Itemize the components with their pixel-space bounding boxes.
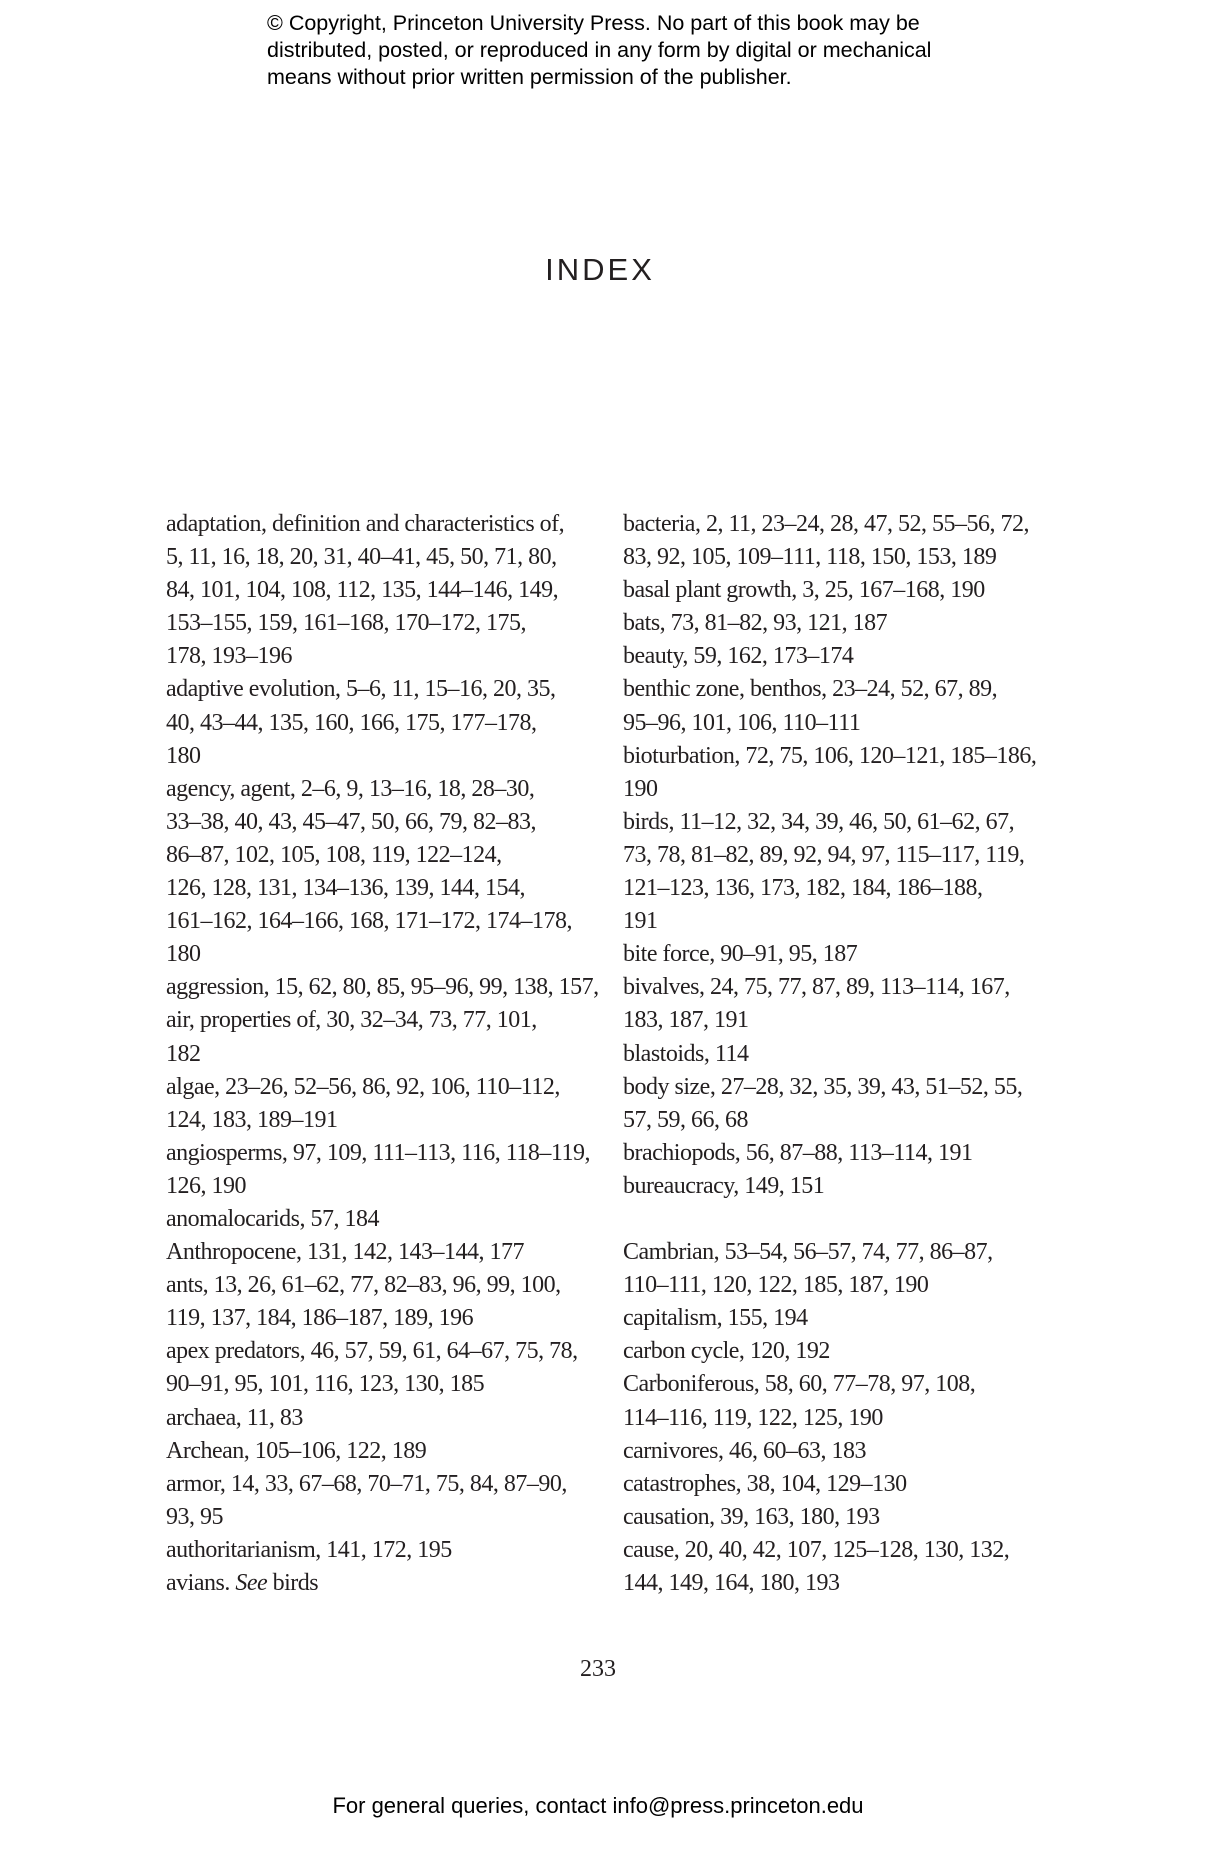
index-column-left [166, 508, 599, 1600]
index-entry [623, 1501, 1053, 1534]
index-entry [623, 1236, 1053, 1302]
copyright-line: © Copyright, Princeton University Press. No part of this book may be [267, 11, 920, 35]
index-entry [166, 1468, 596, 1534]
index-entry [623, 1368, 1053, 1434]
index-entry [623, 1038, 1053, 1071]
index-entry [623, 740, 1053, 806]
entry-line: carbon cycle, 120, 192 [623, 1338, 830, 1365]
entry-line: benthic zone, benthos, 23–24, 52, 67, 89, [623, 676, 998, 703]
entry-line: armor, 14, 33, 67–68, 70–71, 75, 84, 87–90, [166, 1470, 567, 1497]
entry-line: 5, 11, 16, 18, 20, 31, 40–41, 45, 50, 71, 80, [166, 544, 557, 571]
entry-line: causation, 39, 163, 180, 193 [623, 1503, 880, 1530]
entry-line: 95–96, 101, 106, 110–111 [623, 709, 861, 736]
entry-line: Carboniferous, 58, 60, 77–78, 97, 108, [623, 1371, 976, 1398]
entry-line: 183, 187, 191 [623, 1007, 749, 1034]
entry-line: 40, 43–44, 135, 160, 166, 175, 177–178, [166, 709, 537, 736]
index-entry [166, 508, 596, 673]
index-entry [166, 1567, 596, 1600]
copyright-notice [267, 10, 1027, 91]
entry-line: blastoids, 114 [623, 1040, 749, 1067]
index-entry [166, 1203, 596, 1236]
index-entry [166, 971, 599, 1004]
entry-line: bureaucracy, 149, 151 [623, 1172, 825, 1199]
entry-line: 57, 59, 66, 68 [623, 1106, 748, 1133]
entry-line: birds, 11–12, 32, 34, 39, 46, 50, 61–62, 67, [623, 808, 1015, 835]
page-number: 233 [580, 1656, 616, 1682]
entry-line: algae, 23–26, 52–56, 86, 92, 106, 110–112, [166, 1073, 560, 1100]
index-entry [166, 773, 596, 972]
entry-line: carnivores, 46, 60–63, 183 [623, 1437, 866, 1464]
index-entry [623, 607, 1053, 640]
entry-line: anomalocarids, 57, 184 [166, 1205, 379, 1232]
entry-line: 73, 78, 81–82, 89, 92, 94, 97, 115–117, 119, [623, 841, 1025, 868]
entry-line: authoritarianism, 141, 172, 195 [166, 1536, 452, 1563]
entry-line: adaptation, definition and characteristics of, [166, 511, 565, 537]
index-column-right [623, 508, 1053, 1600]
right-entry-list-b [623, 508, 1053, 1203]
index-entry [166, 1435, 596, 1468]
entry-line: 121–123, 136, 173, 182, 184, 186–188, [623, 875, 983, 902]
entry-line: agency, agent, 2–6, 9, 13–16, 18, 28–30, [166, 775, 535, 802]
entry-line: brachiopods, 56, 87–88, 113–114, 191 [623, 1139, 973, 1166]
footer-contact: For general queries, contact info@press.princeton.edu [332, 1793, 864, 1818]
left-entry-list [166, 508, 599, 1567]
entry-line: 182 [166, 1040, 201, 1067]
entry-line: 114–116, 119, 122, 125, 190 [623, 1404, 883, 1431]
letter-group-gap [623, 1203, 1053, 1236]
index-entry [166, 1004, 596, 1070]
index-entry [623, 673, 1053, 739]
entry-line [166, 1567, 596, 1600]
entry-line: 191 [623, 908, 658, 935]
entry-line: beauty, 59, 162, 173–174 [623, 643, 854, 670]
index-entry [623, 806, 1053, 938]
entry-line: 110–111, 120, 122, 185, 187, 190 [623, 1272, 929, 1299]
entry-line: Cambrian, 53–54, 56–57, 74, 77, 86–87, [623, 1239, 993, 1266]
entry-line: adaptive evolution, 5–6, 11, 15–16, 20, 35, [166, 676, 556, 703]
index-entry [623, 1170, 1053, 1203]
entry-line: basal plant growth, 3, 25, 167–168, 190 [623, 577, 985, 604]
index-entry [166, 1269, 596, 1335]
index-entry [623, 1534, 1053, 1600]
see-target: birds [272, 1570, 319, 1596]
index-entry [623, 1071, 1053, 1137]
index-entry [166, 1236, 596, 1269]
entry-line: 180 [166, 742, 201, 769]
index-entry [623, 508, 1053, 574]
index-entry [623, 1335, 1053, 1368]
entry-line: 83, 92, 105, 109–111, 118, 150, 153, 189 [623, 544, 997, 571]
entry-line: archaea, 11, 83 [166, 1404, 303, 1431]
page-title: INDEX [545, 252, 655, 287]
index-entry [623, 971, 1053, 1037]
index-entry [623, 1435, 1053, 1468]
entry-line: 180 [166, 941, 201, 968]
entry-line: 190 [623, 775, 658, 802]
right-entry-list-c [623, 1236, 1053, 1600]
entry-line: cause, 20, 40, 42, 107, 125–128, 130, 132, [623, 1536, 1010, 1563]
index-entry [623, 1137, 1053, 1170]
entry-line: 126, 128, 131, 134–136, 139, 144, 154, [166, 875, 525, 902]
entry-line: bivalves, 24, 75, 77, 87, 89, 113–114, 167, [623, 974, 1010, 1001]
entry-head: avians. [166, 1570, 230, 1596]
entry-line: bioturbation, 72, 75, 106, 120–121, 185–186, [623, 742, 1037, 769]
entry-line: ants, 13, 26, 61–62, 77, 82–83, 96, 99, 100, [166, 1272, 561, 1299]
index-entry [166, 673, 596, 772]
entry-line: 119, 137, 184, 186–187, 189, 196 [166, 1305, 474, 1332]
index-entry [166, 1137, 596, 1203]
entry-line: Archean, 105–106, 122, 189 [166, 1437, 427, 1464]
entry-line: 86–87, 102, 105, 108, 119, 122–124, [166, 841, 502, 868]
entry-line: 93, 95 [166, 1503, 223, 1530]
index-entry [623, 938, 1053, 971]
entry-line: bats, 73, 81–82, 93, 121, 187 [623, 610, 888, 637]
see-reference: See [235, 1570, 268, 1596]
entry-line: apex predators, 46, 57, 59, 61, 64–67, 75, 78, [166, 1338, 578, 1365]
index-entry [166, 1402, 596, 1435]
entry-line: bacteria, 2, 11, 23–24, 28, 47, 52, 55–56, 72, [623, 511, 1030, 537]
entry-line: 126, 190 [166, 1172, 246, 1199]
entry-line: 124, 183, 189–191 [166, 1106, 338, 1133]
entry-line: capitalism, 155, 194 [623, 1305, 808, 1332]
entry-line: 161–162, 164–166, 168, 171–172, 174–178, [166, 908, 572, 935]
entry-line: 90–91, 95, 101, 116, 123, 130, 185 [166, 1371, 485, 1398]
entry-line: 153–155, 159, 161–168, 170–172, 175, [166, 610, 526, 637]
entry-line: catastrophes, 38, 104, 129–130 [623, 1470, 907, 1497]
index-entry [623, 574, 1053, 607]
copyright-line: distributed, posted, or reproduced in any form by digital or mechanical [267, 38, 932, 62]
entry-line: 84, 101, 104, 108, 112, 135, 144–146, 149, [166, 577, 559, 604]
index-entry [166, 1335, 596, 1401]
entry-line: angiosperms, 97, 109, 111–113, 116, 118–119, [166, 1139, 590, 1166]
index-entry [623, 1468, 1053, 1501]
entry-line: aggression, 15, 62, 80, 85, 95–96, 99, 138, 157, [166, 974, 599, 1001]
index-entry [166, 1071, 596, 1137]
index-entry [623, 1302, 1053, 1335]
copyright-line: means without prior written permission of the publisher. [267, 65, 792, 89]
index-entry [166, 1534, 596, 1567]
entry-line: 178, 193–196 [166, 643, 292, 670]
index-entry [623, 640, 1053, 673]
entry-line: bite force, 90–91, 95, 187 [623, 941, 858, 968]
entry-line: Anthropocene, 131, 142, 143–144, 177 [166, 1239, 524, 1266]
entry-line: 144, 149, 164, 180, 193 [623, 1570, 840, 1596]
entry-line: 33–38, 40, 43, 45–47, 50, 66, 79, 82–83, [166, 808, 536, 835]
entry-line: air, properties of, 30, 32–34, 73, 77, 101, [166, 1007, 537, 1034]
entry-line: body size, 27–28, 32, 35, 39, 43, 51–52, 55, [623, 1073, 1023, 1100]
